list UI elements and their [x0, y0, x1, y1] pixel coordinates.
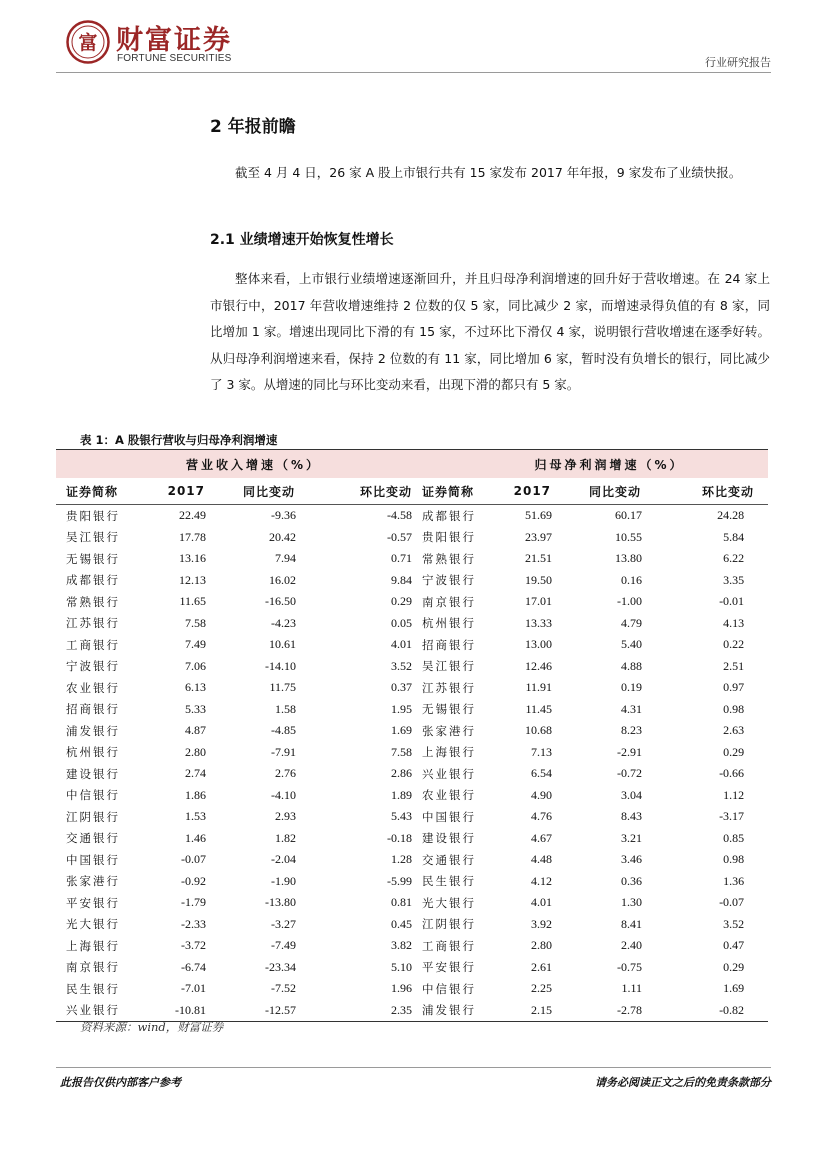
profit-bank-name-cell: 中国银行	[422, 809, 477, 824]
rev-2017-cell: 7.49	[185, 637, 206, 652]
rev-2017-cell: -6.74	[181, 959, 206, 974]
profit-yoy-cell: -0.72	[617, 766, 643, 781]
rev-2017-cell: -2.33	[181, 916, 206, 931]
table-row	[56, 548, 768, 570]
profit-yoy-cell: 10.55	[615, 529, 643, 544]
profit-qoq-cell: 0.98	[723, 701, 745, 716]
profit-2017-cell: 12.46	[525, 658, 553, 673]
rev-yoy-cell: -7.49	[271, 938, 296, 953]
profit-2017-cell: 11.45	[525, 701, 553, 716]
rev-bank-name-cell: 张家港行	[66, 874, 120, 889]
rev-qoq-cell: 1.96	[391, 981, 413, 996]
logo-character: 富	[78, 32, 98, 54]
col-header-2017-left: 2017	[146, 478, 206, 505]
profit-qoq-cell: 2.63	[723, 723, 745, 738]
profit-qoq-cell: 1.12	[723, 787, 745, 802]
profit-qoq-cell: 1.36	[723, 873, 745, 888]
rev-bank-name-cell: 江苏银行	[66, 616, 120, 631]
rev-yoy-cell: 2.93	[275, 809, 296, 824]
rev-yoy-cell: 16.02	[269, 572, 296, 587]
profit-bank-name-cell: 工商银行	[422, 938, 477, 953]
header-divider	[56, 72, 771, 73]
profit-qoq-cell: 3.35	[723, 572, 745, 587]
table-source-note: 资料来源：wind，财富证券	[80, 1020, 224, 1034]
profit-qoq-cell: 0.29	[723, 959, 745, 974]
rev-2017-cell: 6.13	[185, 680, 206, 695]
rev-qoq-cell: 0.29	[391, 594, 413, 609]
profit-yoy-cell: 4.88	[621, 658, 643, 673]
rev-2017-cell: 13.16	[179, 551, 206, 566]
table-row	[56, 634, 768, 656]
rev-qoq-cell: 3.52	[391, 658, 413, 673]
report-type-label: 行业研究报告	[705, 56, 771, 69]
rev-bank-name-cell: 建设银行	[66, 766, 120, 781]
rev-bank-name-cell: 招商银行	[66, 702, 120, 717]
profit-qoq-cell: 5.84	[723, 529, 745, 544]
profit-yoy-cell: 0.36	[621, 873, 643, 888]
profit-bank-name-cell: 平安银行	[422, 960, 477, 975]
rev-qoq-cell: 7.58	[391, 744, 413, 759]
profit-2017-cell: 3.92	[531, 916, 553, 931]
profit-2017-cell: 2.80	[531, 938, 553, 953]
profit-2017-cell: 19.50	[525, 572, 553, 587]
table-row	[56, 957, 768, 979]
profit-bank-name-cell: 中信银行	[422, 981, 477, 996]
rev-yoy-cell: 11.75	[269, 680, 296, 695]
rev-bank-name-cell: 浦发银行	[66, 723, 120, 738]
subsection-title: 2.1 业绩增速开始恢复性增长	[210, 232, 394, 248]
profit-yoy-cell: -1.00	[617, 594, 643, 609]
profit-yoy-cell: -2.78	[552, 1000, 642, 1022]
rev-qoq-cell: 1.89	[391, 787, 413, 802]
rev-bank-name-cell: 上海银行	[66, 938, 120, 953]
rev-qoq-cell: 0.45	[391, 916, 413, 931]
brand-name-en: FORTUNE SECURITIES	[117, 53, 232, 64]
rev-2017-cell: 2.80	[185, 744, 206, 759]
rev-bank-name-cell: 民生银行	[66, 981, 120, 996]
table-row	[56, 742, 768, 764]
col-header-yoy-left: 同比变动	[206, 478, 296, 505]
profit-yoy-cell: 1.11	[621, 981, 643, 996]
profit-bank-name-cell: 杭州银行	[422, 616, 477, 631]
profit-qoq-cell: -3.17	[719, 809, 745, 824]
table-row	[56, 570, 768, 592]
rev-2017-cell: 7.06	[185, 658, 206, 673]
section-title: 2 年报前瞻	[210, 117, 296, 137]
table-row	[56, 871, 768, 893]
table-body	[56, 505, 768, 1022]
profit-2017-cell: 4.90	[531, 787, 553, 802]
profit-qoq-cell: -0.82	[642, 1000, 768, 1022]
profit-yoy-cell: 3.46	[621, 852, 643, 867]
rev-yoy-cell: 1.58	[275, 701, 296, 716]
rev-qoq-cell: 1.69	[391, 723, 413, 738]
profit-2017-cell: 4.67	[531, 830, 553, 845]
rev-qoq-cell: -0.18	[387, 830, 413, 845]
profit-yoy-cell: 0.16	[621, 572, 643, 587]
profit-2017-cell: 2.15	[502, 1000, 552, 1022]
profit-2017-cell: 10.68	[525, 723, 553, 738]
profit-yoy-cell: -2.91	[617, 744, 643, 759]
rev-yoy-cell: -14.10	[265, 658, 296, 673]
profit-yoy-cell: 13.80	[615, 551, 643, 566]
profit-2017-cell: 4.01	[531, 895, 553, 910]
section-intro-paragraph: 截至 4 月 4 日，26 家 A 股上市银行共有 15 家发布 2017 年年报，9 家发布了业绩快报。	[235, 165, 742, 180]
rev-qoq-cell: -5.99	[387, 873, 413, 888]
table-row	[56, 892, 768, 914]
profit-bank-name-cell: 江苏银行	[422, 680, 477, 695]
rev-qoq-cell: 0.81	[391, 895, 413, 910]
col-header-qoq-right: 环比变动	[642, 478, 768, 505]
profit-yoy-cell: 4.31	[621, 701, 643, 716]
rev-2017-cell: -3.72	[181, 938, 206, 953]
rev-yoy-cell: -1.90	[271, 873, 296, 888]
profit-bank-name-cell: 兴业银行	[422, 766, 477, 781]
profit-yoy-cell: 8.23	[621, 723, 643, 738]
rev-bank-name-cell: 江阴银行	[66, 809, 120, 824]
rev-yoy-cell: -7.91	[271, 744, 296, 759]
rev-2017-cell: 22.49	[179, 508, 206, 523]
bank-growth-table	[56, 449, 768, 1022]
table-row	[56, 978, 768, 1000]
rev-qoq-cell: -0.57	[387, 529, 413, 544]
profit-bank-name-cell: 无锡银行	[422, 702, 477, 717]
col-header-name-left: 证券简称	[56, 478, 146, 505]
revenue-growth-group-header: 营业收入增速（%）	[56, 450, 412, 479]
profit-bank-name-cell: 上海银行	[422, 745, 477, 760]
table-row	[56, 914, 768, 936]
rev-qoq-cell: 5.10	[391, 959, 413, 974]
table-row	[56, 505, 768, 527]
rev-bank-name-cell: 杭州银行	[66, 745, 120, 760]
rev-bank-name-cell: 中国银行	[66, 852, 120, 867]
profit-2017-cell: 11.91	[525, 680, 553, 695]
table-row	[56, 656, 768, 678]
table-row	[56, 763, 768, 785]
rev-2017-cell: 17.78	[179, 529, 206, 544]
profit-2017-cell: 13.00	[525, 637, 553, 652]
rev-bank-name-cell: 平安银行	[66, 895, 120, 910]
table-row	[56, 806, 768, 828]
rev-bank-name-cell: 光大银行	[66, 917, 120, 932]
rev-2017-cell: -1.79	[181, 895, 206, 910]
table-row	[56, 527, 768, 549]
profit-bank-name-cell: 成都银行	[422, 508, 477, 523]
footer-disclaimer-left: 此报告仅供内部客户参考	[60, 1076, 181, 1089]
fortune-securities-logo	[66, 20, 110, 64]
rev-yoy-cell: -23.34	[265, 959, 296, 974]
rev-yoy-cell: -2.04	[271, 852, 296, 867]
profit-bank-name-cell: 光大银行	[422, 895, 477, 910]
profit-bank-name-cell: 张家港行	[422, 723, 477, 738]
rev-2017-cell: 1.46	[185, 830, 206, 845]
profit-2017-cell: 13.33	[525, 615, 553, 630]
profit-qoq-cell: 0.47	[723, 938, 745, 953]
profit-2017-cell: 2.25	[531, 981, 553, 996]
profit-yoy-cell: 8.41	[621, 916, 643, 931]
rev-qoq-cell: 0.05	[391, 615, 413, 630]
rev-qoq-cell: 0.37	[391, 680, 413, 695]
profit-yoy-cell: 1.30	[621, 895, 643, 910]
profit-2017-cell: 4.48	[531, 852, 553, 867]
profit-qoq-cell: 0.85	[723, 830, 745, 845]
profit-qoq-cell: 4.13	[723, 615, 745, 630]
rev-yoy-cell: -16.50	[265, 594, 296, 609]
footer-divider	[56, 1067, 771, 1068]
profit-yoy-cell: 2.40	[621, 938, 643, 953]
profit-2017-cell: 17.01	[525, 594, 553, 609]
rev-bank-name-cell: 常熟银行	[66, 594, 120, 609]
rev-qoq-cell: 9.84	[391, 572, 413, 587]
profit-bank-name-cell: 浦发银行	[412, 1000, 502, 1022]
rev-yoy-cell: 2.76	[275, 766, 296, 781]
profit-bank-name-cell: 江阴银行	[422, 917, 477, 932]
table-row	[56, 828, 768, 850]
rev-2017-cell: -0.07	[181, 852, 206, 867]
profit-yoy-cell: 8.43	[621, 809, 643, 824]
profit-bank-name-cell: 交通银行	[422, 852, 477, 867]
profit-bank-name-cell: 宁波银行	[422, 573, 477, 588]
rev-qoq-cell: 2.86	[391, 766, 413, 781]
rev-2017-cell: 4.87	[185, 723, 206, 738]
rev-2017-cell: -0.92	[181, 873, 206, 888]
profit-yoy-cell: 60.17	[615, 508, 643, 523]
profit-qoq-cell: 2.51	[723, 658, 745, 673]
rev-yoy-cell: -4.23	[271, 615, 296, 630]
profit-2017-cell: 4.12	[531, 873, 553, 888]
profit-qoq-cell: 0.97	[723, 680, 745, 695]
rev-yoy-cell: -4.85	[271, 723, 296, 738]
rev-bank-name-cell: 中信银行	[66, 788, 120, 803]
profit-qoq-cell: 1.69	[723, 981, 745, 996]
rev-qoq-cell: -4.58	[387, 508, 413, 523]
profit-qoq-cell: 6.22	[723, 551, 745, 566]
profit-2017-cell: 6.54	[531, 766, 553, 781]
rev-bank-name-cell: 南京银行	[66, 960, 120, 975]
rev-qoq-cell: 4.01	[391, 637, 413, 652]
rev-yoy-cell: -9.36	[271, 508, 296, 523]
profit-qoq-cell: -0.66	[719, 766, 745, 781]
profit-bank-name-cell: 招商银行	[422, 637, 477, 652]
rev-2017-cell: 12.13	[179, 572, 206, 587]
profit-qoq-cell: 0.29	[723, 744, 745, 759]
profit-2017-cell: 23.97	[525, 529, 553, 544]
rev-yoy-cell: -13.80	[265, 895, 296, 910]
brand-name-cn: 财富证券	[116, 25, 232, 56]
profit-yoy-cell: 3.21	[621, 830, 643, 845]
profit-bank-name-cell: 民生银行	[422, 874, 477, 889]
profit-yoy-cell: 5.40	[621, 637, 643, 652]
table-row	[56, 849, 768, 871]
profit-bank-name-cell: 吴江银行	[422, 659, 477, 674]
rev-bank-name-cell: 交通银行	[66, 831, 120, 846]
profit-2017-cell: 7.13	[531, 744, 553, 759]
profit-qoq-cell: 0.22	[723, 637, 745, 652]
rev-qoq-cell: 2.35	[296, 1000, 412, 1022]
profit-2017-cell: 2.61	[531, 959, 553, 974]
table-caption: 表 1：A 股银行营收与归母净利润增速	[80, 433, 278, 447]
rev-2017-cell: -7.01	[181, 981, 206, 996]
col-header-yoy-right: 同比变动	[552, 478, 642, 505]
rev-bank-name-cell: 吴江银行	[66, 530, 120, 545]
rev-2017-cell: 11.65	[179, 594, 206, 609]
profit-bank-name-cell: 农业银行	[422, 788, 477, 803]
rev-qoq-cell: 1.95	[391, 701, 413, 716]
profit-qoq-cell: -0.07	[719, 895, 745, 910]
profit-bank-name-cell: 贵阳银行	[422, 530, 477, 545]
rev-2017-cell: 5.33	[185, 701, 206, 716]
rev-qoq-cell: 1.28	[391, 852, 413, 867]
table-row	[56, 699, 768, 721]
table-row	[56, 785, 768, 807]
profit-qoq-cell: 24.28	[717, 508, 745, 523]
rev-bank-name-cell: 贵阳银行	[66, 508, 120, 523]
rev-yoy-cell: 7.94	[275, 551, 296, 566]
rev-bank-name-cell: 农业银行	[66, 680, 120, 695]
rev-2017-cell: 1.53	[185, 809, 206, 824]
col-header-name-right: 证券简称	[412, 478, 502, 505]
profit-2017-cell: 4.76	[531, 809, 553, 824]
profit-qoq-cell: 3.52	[723, 916, 745, 931]
profit-yoy-cell: 3.04	[621, 787, 643, 802]
rev-2017-cell: 2.74	[185, 766, 206, 781]
profit-yoy-cell: -0.75	[617, 959, 643, 974]
rev-bank-name-cell: 兴业银行	[56, 1000, 146, 1022]
col-header-qoq-left: 环比变动	[296, 478, 412, 505]
rev-qoq-cell: 3.82	[391, 938, 413, 953]
table-row	[56, 613, 768, 635]
profit-bank-name-cell: 常熟银行	[422, 551, 477, 566]
footer-disclaimer-right: 请务必阅读正文之后的免责条款部分	[595, 1076, 771, 1089]
profit-bank-name-cell: 南京银行	[422, 594, 477, 609]
rev-yoy-cell: -4.10	[271, 787, 296, 802]
subsection-paragraph: 整体来看，上市银行业绩增速逐渐回升，并且归母净利润增速的回升好于营收增速。在 24 家上市银行中，2017 年营收增速维持 2 位数的仅 5 家，同比减少 2 家，而增速录得负值的有 8 家，同比增加 1 家。增速出现同比下滑的有 15 家，不过环比下滑仅 4 家，说明银行营收增速在逐季好转。从归母净利润增速来看，保持 2 位数的有 11 家，同比增加 6 家，暂时没有负增长的银行，同比减少了 3 家。从增速的同比与环比变动来看，出现下滑的都只有 5 家。	[210, 271, 770, 392]
rev-yoy-cell: 20.42	[269, 529, 296, 544]
profit-bank-name-cell: 建设银行	[422, 831, 477, 846]
col-header-2017-right: 2017	[502, 478, 552, 505]
rev-2017-cell: -10.81	[146, 1000, 206, 1022]
rev-2017-cell: 7.58	[185, 615, 206, 630]
profit-yoy-cell: 4.79	[621, 615, 643, 630]
rev-2017-cell: 1.86	[185, 787, 206, 802]
rev-yoy-cell: -3.27	[271, 916, 296, 931]
profit-2017-cell: 21.51	[525, 551, 553, 566]
table-row	[56, 720, 768, 742]
profit-yoy-cell: 0.19	[621, 680, 643, 695]
rev-yoy-cell: 10.61	[269, 637, 296, 652]
rev-bank-name-cell: 宁波银行	[66, 659, 120, 674]
table-row	[56, 935, 768, 957]
rev-bank-name-cell: 工商银行	[66, 637, 120, 652]
profit-qoq-cell: -0.01	[719, 594, 745, 609]
rev-yoy-cell: -12.57	[206, 1000, 296, 1022]
table-row	[56, 677, 768, 699]
rev-qoq-cell: 0.71	[391, 551, 413, 566]
profit-2017-cell: 51.69	[525, 508, 553, 523]
rev-yoy-cell: -7.52	[271, 981, 296, 996]
rev-yoy-cell: 1.82	[275, 830, 296, 845]
profit-qoq-cell: 0.98	[723, 852, 745, 867]
rev-qoq-cell: 5.43	[391, 809, 413, 824]
rev-bank-name-cell: 无锡银行	[66, 551, 120, 566]
profit-growth-group-header: 归母净利润增速（%）	[412, 450, 768, 479]
rev-bank-name-cell: 成都银行	[66, 573, 120, 588]
table-row	[56, 591, 768, 613]
